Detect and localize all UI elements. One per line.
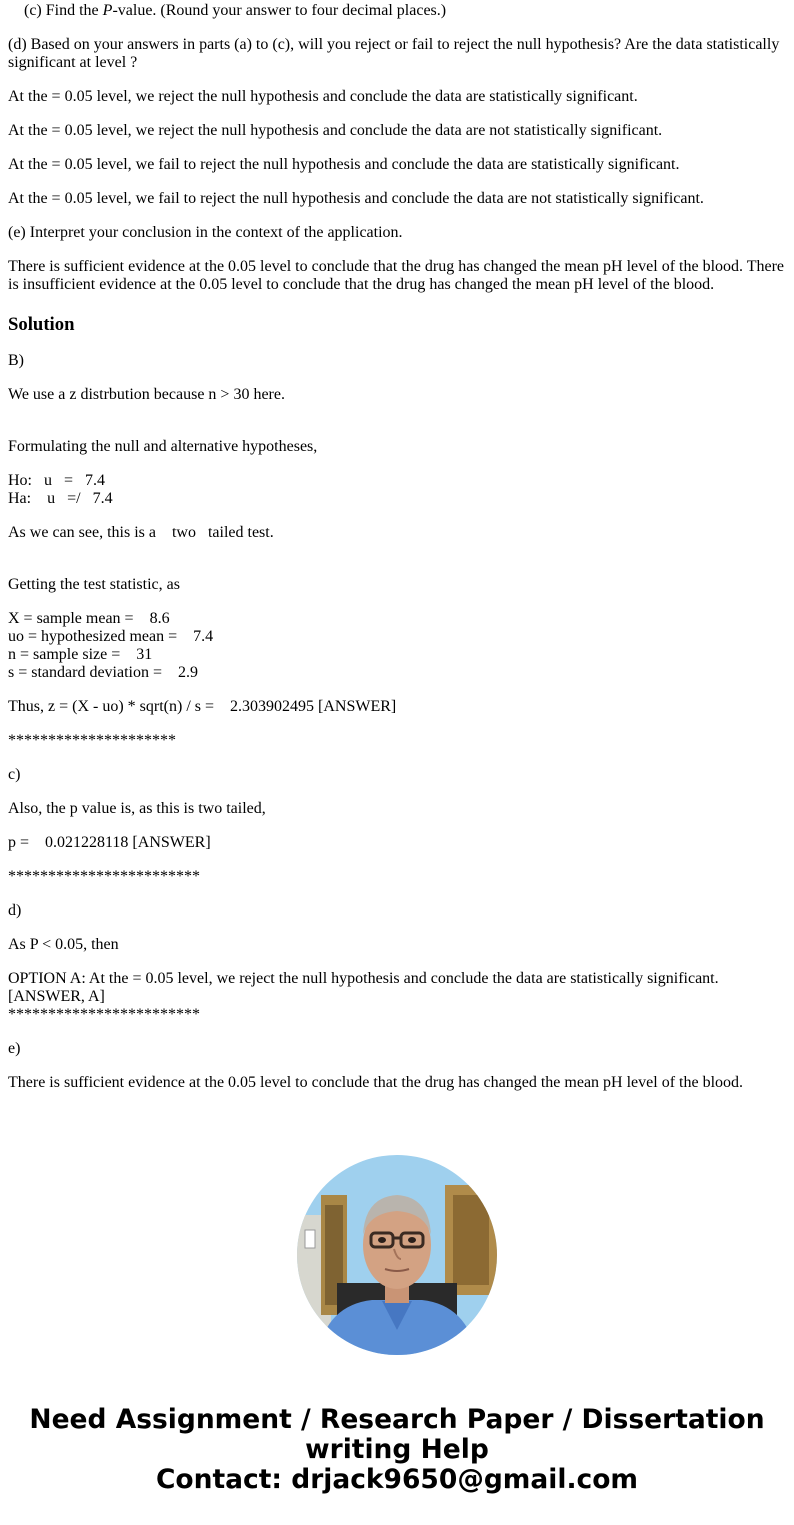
solution-heading: Solution xyxy=(8,314,75,335)
getting-statistic-text: Getting the test statistic, as xyxy=(8,576,180,593)
document-body xyxy=(0,2,794,1092)
part-c-label: c) xyxy=(8,766,21,783)
option-b: At the = 0.05 level, we reject the null hypothesis and conclude the data are not statistically significant. xyxy=(8,122,663,139)
p-variable: P xyxy=(102,2,113,19)
part-b-intro: We use a z distrbution because n > 30 here. xyxy=(8,386,285,403)
part-d-intro: As P < 0.05, then xyxy=(8,936,119,953)
option-d: At the = 0.05 level, we fail to reject the null hypothesis and conclude the data are not statistically significant. xyxy=(8,190,704,207)
question-c-prefix: (c) Find the xyxy=(24,2,103,19)
part-b-label: B) xyxy=(8,352,24,369)
hypothesized-mean-line: uo = hypothesized mean = 7.4 xyxy=(8,628,214,645)
separator-stars-1: ********************* xyxy=(8,732,176,749)
option-a: At the = 0.05 level, we reject the null hypothesis and conclude the data are statistically significant. xyxy=(8,88,638,105)
part-d-answer: OPTION A: At the = 0.05 level, we reject the null hypothesis and conclude the data are statistically significant. [ANSWER, A] xyxy=(8,970,719,1005)
question-c xyxy=(8,2,786,20)
promo-contact: Contact: drjack9650@gmail.com xyxy=(155,1464,639,1495)
sample-size-line: n = sample size = 31 xyxy=(8,646,153,663)
separator-stars-3: ************************ xyxy=(8,1006,200,1023)
question-e-options: There is sufficient evidence at the 0.05 level to conclude that the drug has changed the mean pH level of the blood. There is insufficient evidence at the 0.05 level to conclude that the drug has changed the mean pH level of the blood. xyxy=(8,258,785,293)
z-statistic-line: Thus, z = (X - uo) * sqrt(n) / s = 2.303902495 [ANSWER] xyxy=(8,698,397,715)
promo-line-1: Need Assignment / Research Paper / Dissertation xyxy=(29,1404,765,1435)
sample-mean-line: X = sample mean = 8.6 xyxy=(8,610,170,627)
part-d-label: d) xyxy=(8,902,22,919)
separator-stars-2: ************************ xyxy=(8,868,200,885)
promo-banner xyxy=(0,1405,794,1495)
formulating-text: Formulating the null and alternative hypotheses, xyxy=(8,438,318,455)
tail-text: As we can see, this is a two tailed test. xyxy=(8,524,274,541)
author-portrait xyxy=(297,1155,497,1355)
std-dev-line: s = standard deviation = 2.9 xyxy=(8,664,199,681)
question-d: (d) Based on your answers in parts (a) to (c), will you reject or fail to reject the null hypothesis? Are the data statistically significant at level ? xyxy=(8,36,780,71)
part-e-answer: There is sufficient evidence at the 0.05 level to conclude that the drug has changed the mean pH level of the blood. xyxy=(8,1074,744,1091)
question-e: (e) Interpret your conclusion in the context of the application. xyxy=(8,224,403,241)
promo-line-2: writing Help xyxy=(305,1434,489,1465)
author-avatar xyxy=(297,1155,497,1355)
alternative-hypothesis: Ha: u =/ 7.4 xyxy=(8,490,113,507)
p-value-line: p = 0.021228118 [ANSWER] xyxy=(8,834,211,851)
null-hypothesis: Ho: u = 7.4 xyxy=(8,472,106,489)
part-e-label: e) xyxy=(8,1040,21,1057)
option-c: At the = 0.05 level, we fail to reject the null hypothesis and conclude the data are statistically significant. xyxy=(8,156,680,173)
question-c-suffix: -value. (Round your answer to four decimal places.) xyxy=(112,2,447,19)
part-c-intro: Also, the p value is, as this is two tailed, xyxy=(8,800,266,817)
